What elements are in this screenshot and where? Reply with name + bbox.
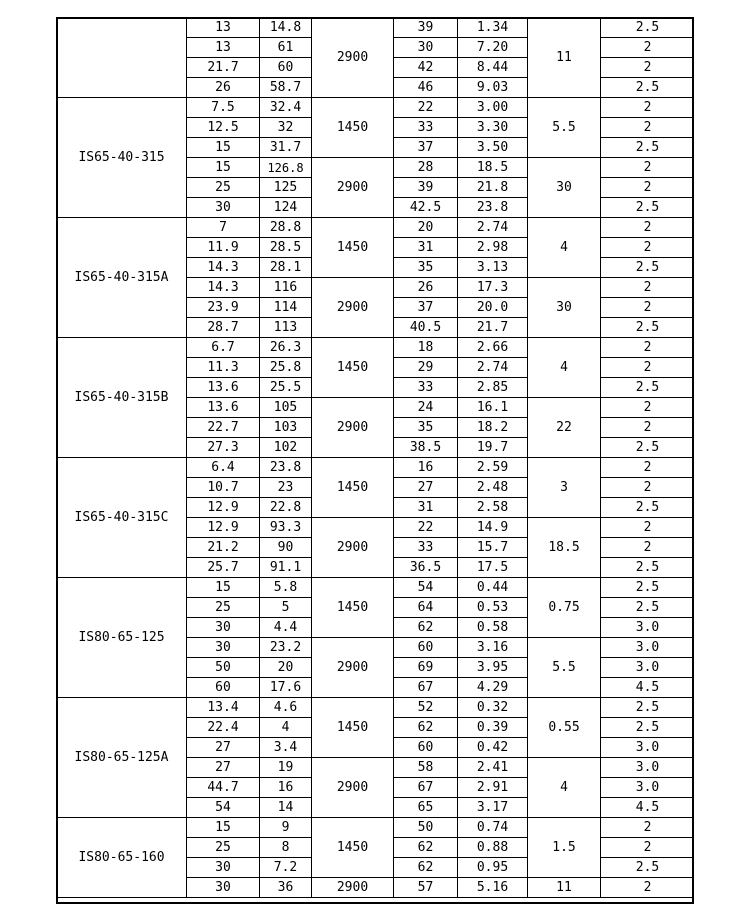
motor-power-cell: 4 (528, 758, 601, 818)
flow-cell: 21.2 (187, 538, 260, 558)
flow-cell: 13.6 (187, 398, 260, 418)
efficiency-cell: 69 (394, 658, 458, 678)
flow-cell: 12.5 (187, 118, 260, 138)
model-cell: IS65-40-315B (57, 338, 187, 458)
efficiency-cell: 62 (394, 838, 458, 858)
head-cell: 114 (260, 298, 312, 318)
efficiency-cell: 42.5 (394, 198, 458, 218)
head-cell: 36 (260, 878, 312, 898)
head-cell: 14.8 (260, 18, 312, 38)
shaft-power-cell: 3.13 (458, 258, 528, 278)
efficiency-cell: 26 (394, 278, 458, 298)
shaft-power-cell: 2.85 (458, 378, 528, 398)
flow-cell: 14.3 (187, 258, 260, 278)
npshr-cell: 2 (601, 878, 695, 898)
flow-cell: 7 (187, 218, 260, 238)
npshr-cell: 3.0 (601, 658, 695, 678)
head-cell: 23.2 (260, 638, 312, 658)
head-cell: 61 (260, 38, 312, 58)
efficiency-cell: 20 (394, 218, 458, 238)
shaft-power-cell: 2.66 (458, 338, 528, 358)
shaft-power-cell: 16.1 (458, 398, 528, 418)
motor-power-cell: 4 (528, 338, 601, 398)
head-cell: 23.8 (260, 458, 312, 478)
npshr-cell: 3.0 (601, 638, 695, 658)
flow-cell: 25 (187, 598, 260, 618)
pump-performance-sheet (56, 17, 694, 904)
efficiency-cell: 64 (394, 598, 458, 618)
flow-cell: 27.3 (187, 438, 260, 458)
shaft-power-cell: 21.7 (458, 318, 528, 338)
shaft-power-cell: 2.74 (458, 358, 528, 378)
motor-power-cell: 5.5 (528, 638, 601, 698)
shaft-power-cell: 0.32 (458, 698, 528, 718)
npshr-cell: 2 (601, 98, 695, 118)
flow-cell: 27 (187, 738, 260, 758)
shaft-power-cell: 0.95 (458, 858, 528, 878)
motor-power-cell: 0.55 (528, 698, 601, 758)
speed-cell: 1450 (312, 818, 394, 878)
efficiency-cell: 35 (394, 418, 458, 438)
head-cell: 126.8 (260, 158, 312, 178)
model-cell: IS65-40-315 (57, 98, 187, 218)
shaft-power-cell: 3.50 (458, 138, 528, 158)
motor-power-cell: 11 (528, 18, 601, 98)
npshr-cell: 2 (601, 358, 695, 378)
efficiency-cell: 36.5 (394, 558, 458, 578)
npshr-cell: 2.5 (601, 198, 695, 218)
flow-cell: 12.9 (187, 498, 260, 518)
table-row (57, 458, 695, 478)
npshr-cell: 4.5 (601, 678, 695, 698)
head-cell: 20 (260, 658, 312, 678)
head-cell: 17.6 (260, 678, 312, 698)
npshr-cell: 2 (601, 58, 695, 78)
efficiency-cell: 50 (394, 818, 458, 838)
speed-cell: 2900 (312, 518, 394, 578)
npshr-cell: 3.0 (601, 618, 695, 638)
head-cell: 5 (260, 598, 312, 618)
model-cell: IS65-40-315A (57, 218, 187, 338)
flow-cell: 30 (187, 198, 260, 218)
head-cell: 124 (260, 198, 312, 218)
flow-cell: 22.7 (187, 418, 260, 438)
npshr-cell: 2 (601, 338, 695, 358)
speed-cell: 1450 (312, 98, 394, 158)
head-cell: 19 (260, 758, 312, 778)
shaft-power-cell: 3.17 (458, 798, 528, 818)
shaft-power-cell: 2.41 (458, 758, 528, 778)
npshr-cell: 3.0 (601, 738, 695, 758)
efficiency-cell: 57 (394, 878, 458, 898)
shaft-power-cell: 17.5 (458, 558, 528, 578)
shaft-power-cell: 0.53 (458, 598, 528, 618)
head-cell: 4 (260, 718, 312, 738)
shaft-power-cell: 15.7 (458, 538, 528, 558)
npshr-cell: 2 (601, 818, 695, 838)
npshr-cell: 2.5 (601, 698, 695, 718)
shaft-power-cell: 19.7 (458, 438, 528, 458)
speed-cell: 2900 (312, 18, 394, 98)
flow-cell: 60 (187, 678, 260, 698)
shaft-power-cell: 1.34 (458, 18, 528, 38)
model-cell: IS80-65-125 (57, 578, 187, 698)
flow-cell: 54 (187, 798, 260, 818)
efficiency-cell: 18 (394, 338, 458, 358)
head-cell: 28.8 (260, 218, 312, 238)
npshr-cell: 2.5 (601, 318, 695, 338)
shaft-power-cell: 0.88 (458, 838, 528, 858)
flow-cell: 14.3 (187, 278, 260, 298)
shaft-power-cell: 3.16 (458, 638, 528, 658)
head-cell: 7.2 (260, 858, 312, 878)
efficiency-cell: 27 (394, 478, 458, 498)
shaft-power-cell: 2.74 (458, 218, 528, 238)
flow-cell: 15 (187, 158, 260, 178)
efficiency-cell: 62 (394, 618, 458, 638)
shaft-power-cell: 0.58 (458, 618, 528, 638)
flow-cell: 22.4 (187, 718, 260, 738)
shaft-power-cell: 18.5 (458, 158, 528, 178)
flow-cell: 30 (187, 858, 260, 878)
npshr-cell: 2.5 (601, 578, 695, 598)
flow-cell: 28.7 (187, 318, 260, 338)
npshr-cell: 2 (601, 218, 695, 238)
efficiency-cell: 33 (394, 538, 458, 558)
flow-cell: 15 (187, 138, 260, 158)
npshr-cell: 2 (601, 118, 695, 138)
model-cell: IS80-65-125A (57, 698, 187, 818)
npshr-cell: 2 (601, 178, 695, 198)
motor-power-cell: 1.5 (528, 818, 601, 878)
head-cell: 14 (260, 798, 312, 818)
speed-cell: 1450 (312, 338, 394, 398)
efficiency-cell: 62 (394, 858, 458, 878)
head-cell: 28.5 (260, 238, 312, 258)
shaft-power-cell: 0.39 (458, 718, 528, 738)
flow-cell: 10.7 (187, 478, 260, 498)
flow-cell: 13 (187, 18, 260, 38)
head-cell: 9 (260, 818, 312, 838)
efficiency-cell: 67 (394, 778, 458, 798)
shaft-power-cell: 8.44 (458, 58, 528, 78)
flow-cell: 12.9 (187, 518, 260, 538)
speed-cell: 2900 (312, 638, 394, 698)
efficiency-cell: 38.5 (394, 438, 458, 458)
shaft-power-cell: 20.0 (458, 298, 528, 318)
npshr-cell: 2.5 (601, 18, 695, 38)
efficiency-cell: 31 (394, 238, 458, 258)
shaft-power-cell: 0.42 (458, 738, 528, 758)
table-row (57, 578, 695, 598)
head-cell: 93.3 (260, 518, 312, 538)
shaft-power-cell: 2.58 (458, 498, 528, 518)
head-cell: 31.7 (260, 138, 312, 158)
head-cell: 25.5 (260, 378, 312, 398)
efficiency-cell: 22 (394, 518, 458, 538)
speed-cell: 1450 (312, 698, 394, 758)
shaft-power-cell: 18.2 (458, 418, 528, 438)
head-cell: 91.1 (260, 558, 312, 578)
shaft-power-cell: 3.95 (458, 658, 528, 678)
flow-cell: 25.7 (187, 558, 260, 578)
head-cell: 90 (260, 538, 312, 558)
flow-cell: 13.4 (187, 698, 260, 718)
speed-cell: 2900 (312, 878, 394, 898)
motor-power-cell: 3 (528, 458, 601, 518)
shaft-power-cell: 17.3 (458, 278, 528, 298)
flow-cell: 30 (187, 878, 260, 898)
flow-cell: 30 (187, 638, 260, 658)
efficiency-cell: 24 (394, 398, 458, 418)
motor-power-cell: 22 (528, 398, 601, 458)
table-row (57, 18, 695, 38)
shaft-power-cell: 23.8 (458, 198, 528, 218)
shaft-power-cell: 2.59 (458, 458, 528, 478)
speed-cell: 2900 (312, 398, 394, 458)
table-body (57, 18, 695, 898)
pump-performance-table (56, 17, 694, 898)
shaft-power-cell: 14.9 (458, 518, 528, 538)
flow-cell: 11.3 (187, 358, 260, 378)
speed-cell: 2900 (312, 158, 394, 218)
head-cell: 23 (260, 478, 312, 498)
npshr-cell: 2 (601, 278, 695, 298)
head-cell: 4.4 (260, 618, 312, 638)
npshr-cell: 2 (601, 538, 695, 558)
efficiency-cell: 65 (394, 798, 458, 818)
flow-cell: 50 (187, 658, 260, 678)
npshr-cell: 2.5 (601, 78, 695, 98)
efficiency-cell: 31 (394, 498, 458, 518)
efficiency-cell: 46 (394, 78, 458, 98)
flow-cell: 25 (187, 178, 260, 198)
efficiency-cell: 35 (394, 258, 458, 278)
npshr-cell: 3.0 (601, 758, 695, 778)
efficiency-cell: 39 (394, 18, 458, 38)
flow-cell: 44.7 (187, 778, 260, 798)
speed-cell: 1450 (312, 578, 394, 638)
flow-cell: 21.7 (187, 58, 260, 78)
efficiency-cell: 60 (394, 738, 458, 758)
npshr-cell: 4.5 (601, 798, 695, 818)
flow-cell: 11.9 (187, 238, 260, 258)
table-row (57, 338, 695, 358)
npshr-cell: 2 (601, 838, 695, 858)
efficiency-cell: 33 (394, 378, 458, 398)
shaft-power-cell: 21.8 (458, 178, 528, 198)
shaft-power-cell: 2.91 (458, 778, 528, 798)
shaft-power-cell: 2.98 (458, 238, 528, 258)
flow-cell: 23.9 (187, 298, 260, 318)
head-cell: 103 (260, 418, 312, 438)
npshr-cell: 2.5 (601, 598, 695, 618)
head-cell: 32.4 (260, 98, 312, 118)
head-cell: 125 (260, 178, 312, 198)
efficiency-cell: 33 (394, 118, 458, 138)
flow-cell: 27 (187, 758, 260, 778)
efficiency-cell: 37 (394, 138, 458, 158)
efficiency-cell: 30 (394, 38, 458, 58)
efficiency-cell: 58 (394, 758, 458, 778)
npshr-cell: 2 (601, 298, 695, 318)
head-cell: 105 (260, 398, 312, 418)
npshr-cell: 2.5 (601, 138, 695, 158)
head-cell: 102 (260, 438, 312, 458)
npshr-cell: 2.5 (601, 258, 695, 278)
efficiency-cell: 67 (394, 678, 458, 698)
shaft-power-cell: 9.03 (458, 78, 528, 98)
head-cell: 16 (260, 778, 312, 798)
flow-cell: 25 (187, 838, 260, 858)
npshr-cell: 2.5 (601, 378, 695, 398)
npshr-cell: 2 (601, 458, 695, 478)
efficiency-cell: 22 (394, 98, 458, 118)
npshr-cell: 2 (601, 398, 695, 418)
motor-power-cell: 0.75 (528, 578, 601, 638)
shaft-power-cell: 3.00 (458, 98, 528, 118)
shaft-power-cell: 0.44 (458, 578, 528, 598)
flow-cell: 15 (187, 578, 260, 598)
table-row (57, 698, 695, 718)
npshr-cell: 2.5 (601, 558, 695, 578)
table-row (57, 98, 695, 118)
head-cell: 28.1 (260, 258, 312, 278)
head-cell: 25.8 (260, 358, 312, 378)
efficiency-cell: 29 (394, 358, 458, 378)
motor-power-cell: 18.5 (528, 518, 601, 578)
flow-cell: 15 (187, 818, 260, 838)
flow-cell: 30 (187, 618, 260, 638)
efficiency-cell: 60 (394, 638, 458, 658)
flow-cell: 13 (187, 38, 260, 58)
efficiency-cell: 62 (394, 718, 458, 738)
npshr-cell: 2 (601, 418, 695, 438)
motor-power-cell: 30 (528, 158, 601, 218)
speed-cell: 2900 (312, 758, 394, 818)
npshr-cell: 2.5 (601, 498, 695, 518)
efficiency-cell: 40.5 (394, 318, 458, 338)
motor-power-cell: 5.5 (528, 98, 601, 158)
head-cell: 116 (260, 278, 312, 298)
shaft-power-cell: 4.29 (458, 678, 528, 698)
model-cell: IS80-65-160 (57, 818, 187, 898)
head-cell: 32 (260, 118, 312, 138)
efficiency-cell: 39 (394, 178, 458, 198)
npshr-cell: 2 (601, 38, 695, 58)
npshr-cell: 2 (601, 158, 695, 178)
npshr-cell: 3.0 (601, 778, 695, 798)
model-cell (57, 18, 187, 98)
speed-cell: 1450 (312, 458, 394, 518)
shaft-power-cell: 2.48 (458, 478, 528, 498)
head-cell: 8 (260, 838, 312, 858)
flow-cell: 7.5 (187, 98, 260, 118)
efficiency-cell: 28 (394, 158, 458, 178)
head-cell: 26.3 (260, 338, 312, 358)
flow-cell: 6.4 (187, 458, 260, 478)
efficiency-cell: 54 (394, 578, 458, 598)
head-cell: 22.8 (260, 498, 312, 518)
shaft-power-cell: 0.74 (458, 818, 528, 838)
speed-cell: 2900 (312, 278, 394, 338)
efficiency-cell: 42 (394, 58, 458, 78)
npshr-cell: 2.5 (601, 718, 695, 738)
npshr-cell: 2.5 (601, 438, 695, 458)
head-cell: 58.7 (260, 78, 312, 98)
head-cell: 60 (260, 58, 312, 78)
head-cell: 3.4 (260, 738, 312, 758)
speed-cell: 1450 (312, 218, 394, 278)
model-cell: IS65-40-315C (57, 458, 187, 578)
table-row (57, 818, 695, 838)
motor-power-cell: 4 (528, 218, 601, 278)
flow-cell: 26 (187, 78, 260, 98)
shaft-power-cell: 5.16 (458, 878, 528, 898)
efficiency-cell: 52 (394, 698, 458, 718)
head-cell: 4.6 (260, 698, 312, 718)
table-row (57, 218, 695, 238)
shaft-power-cell: 3.30 (458, 118, 528, 138)
shaft-power-cell: 7.20 (458, 38, 528, 58)
efficiency-cell: 16 (394, 458, 458, 478)
efficiency-cell: 37 (394, 298, 458, 318)
npshr-cell: 2 (601, 478, 695, 498)
npshr-cell: 2.5 (601, 858, 695, 878)
head-cell: 113 (260, 318, 312, 338)
head-cell: 5.8 (260, 578, 312, 598)
flow-cell: 6.7 (187, 338, 260, 358)
npshr-cell: 2 (601, 238, 695, 258)
npshr-cell: 2 (601, 518, 695, 538)
flow-cell: 13.6 (187, 378, 260, 398)
motor-power-cell: 30 (528, 278, 601, 338)
motor-power-cell: 11 (528, 878, 601, 898)
